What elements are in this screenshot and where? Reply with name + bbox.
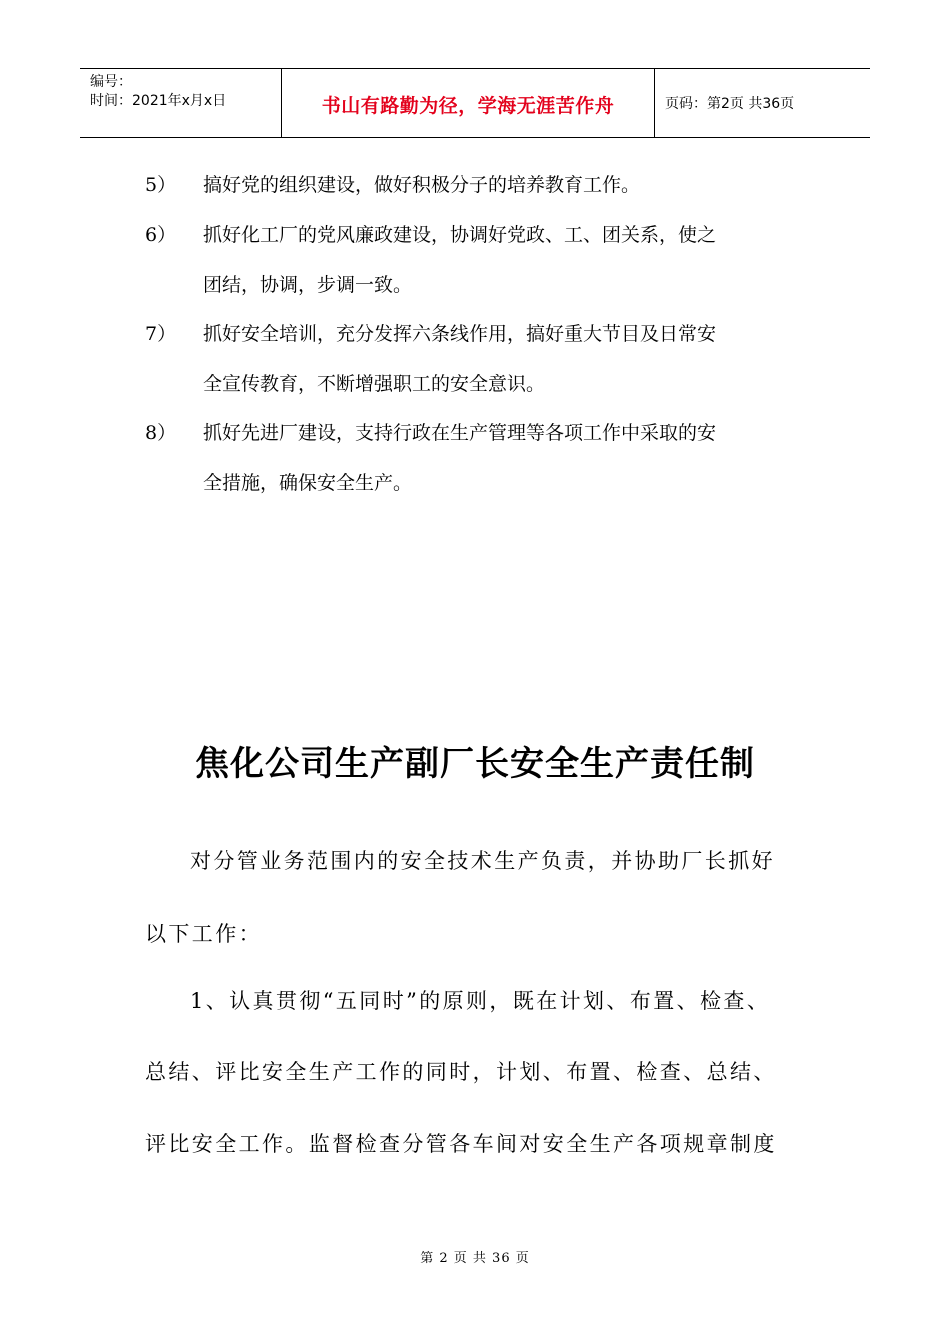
section-title: 焦化公司生产副厂长安全生产责任制 [195, 744, 755, 784]
body-line: 以下工作： [145, 922, 262, 946]
document-header [80, 68, 870, 138]
body-line: 总结、评比安全生产工作的同时，计划、布置、检查、总结、 [145, 1060, 777, 1084]
body-line: 1、认真贯彻“五同时”的原则，既在计划、布置、检查、 [190, 989, 771, 1013]
document-time-label: 时间：2021年x月x日 [90, 93, 227, 109]
list-item-number: 5） [145, 174, 177, 196]
list-item-line: 团结，协调，步调一致。 [203, 274, 413, 296]
header-motto-cell [281, 69, 655, 137]
body-line: 对分管业务范围内的安全技术生产负责，并协助厂长抓好 [190, 849, 775, 873]
list-item-line: 全宣传教育，不断增强职工的安全意识。 [203, 373, 546, 395]
list-item-line: 抓好安全培训，充分发挥六条线作用，搞好重大节目及日常安 [203, 323, 717, 345]
list-item-line: 全措施，确保安全生产。 [203, 472, 413, 494]
list-item-line: 抓好化工厂的党风廉政建设，协调好党政、工、团关系，使之 [203, 224, 717, 246]
document-number-label: 编号： [90, 74, 132, 90]
header-page-cell [655, 69, 870, 137]
list-item-text [203, 160, 813, 210]
list-item-text [203, 408, 813, 508]
list-item-number: 6） [145, 224, 177, 246]
header-motto: 书山有路勤为径，学海无涯苦作舟 [321, 95, 615, 117]
page-footer: 第 2 页 共 36 页 [420, 1251, 530, 1266]
body-line: 评比安全工作。监督检查分管各车间对安全生产各项规章制度 [145, 1132, 777, 1156]
header-meta-cell [80, 69, 280, 137]
list-item-line: 抓好先进厂建设，支持行政在生产管理等各项工作中采取的安 [203, 422, 717, 444]
list-item-number: 8） [145, 422, 177, 444]
list-item-text [203, 309, 813, 409]
header-page-label: 页码：第2页 共36页 [665, 96, 795, 112]
list-item-text [203, 210, 813, 310]
list-item-number: 7） [145, 323, 177, 345]
list-item-line: 搞好党的组织建设，做好积极分子的培养教育工作。 [203, 174, 641, 196]
